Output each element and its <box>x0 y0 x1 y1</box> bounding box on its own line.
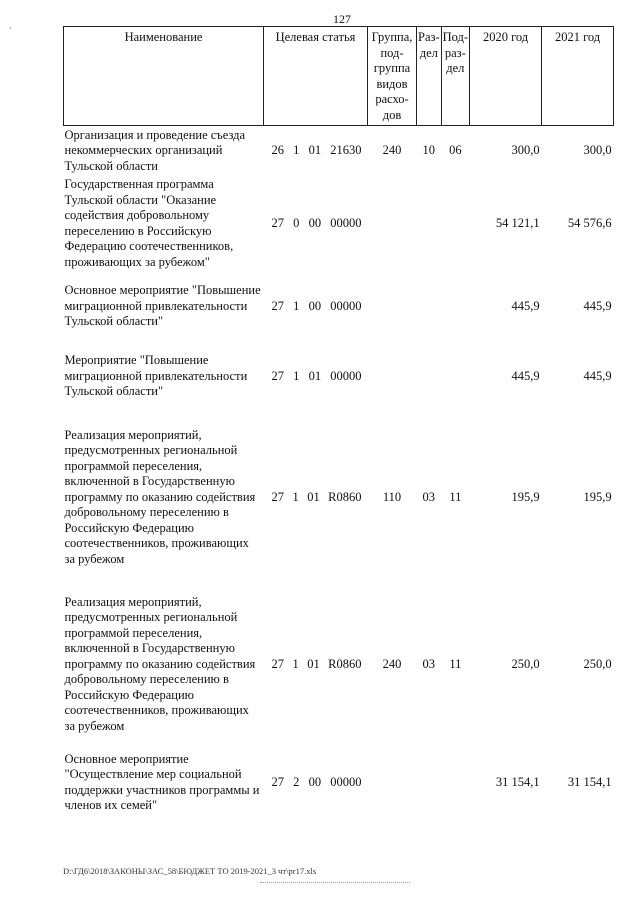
target-code-part: 01 <box>308 143 322 157</box>
row-group: 240 <box>382 656 402 671</box>
target-code-part: R0860 <box>328 656 362 671</box>
table-row <box>64 584 614 746</box>
row-target-code <box>264 746 368 820</box>
target-code-part: 00 <box>308 215 322 230</box>
row-section: 03 <box>422 656 436 671</box>
row-target-code <box>264 176 368 272</box>
target-code-part: 27 <box>271 774 284 789</box>
row-target-code <box>264 272 368 342</box>
row-section: 10 <box>422 143 436 157</box>
row-amount-2020: 445,9 <box>511 298 540 313</box>
target-code-part: 27 <box>271 298 284 313</box>
row-amount-2020: 300,0 <box>511 143 540 157</box>
row-section <box>417 342 442 412</box>
page-number: 127 <box>333 12 351 26</box>
row-amount-2021: 445,9 <box>583 368 612 383</box>
row-amount-2021: 250,0 <box>583 656 612 671</box>
table-row <box>64 272 614 342</box>
footer-path: D:\ГД6\2018\ЗАКОНЫ\ЗАС_58\БЮДЖЕТ ТО 2019-2021_3 чт\pr17.xls <box>63 866 317 876</box>
row-section <box>417 746 442 820</box>
footer-divider <box>260 882 410 883</box>
budget-table <box>63 26 614 820</box>
table-row <box>64 126 614 176</box>
row-target-code <box>264 342 368 412</box>
target-code-part: 2 <box>293 774 300 789</box>
row-amount-2020: 195,9 <box>511 489 540 504</box>
row-subsection: 06 <box>449 143 462 157</box>
row-amount-2021: 445,9 <box>583 298 612 313</box>
target-code-part: 01 <box>307 489 320 504</box>
row-group <box>368 272 417 342</box>
header-subsection: Под-раз-дел <box>441 27 469 126</box>
row-amount-2021: 195,9 <box>583 489 612 504</box>
row-group <box>368 176 417 272</box>
target-code-part: 01 <box>307 656 320 671</box>
corner-mark: ´ <box>9 26 12 36</box>
target-code-part: 00000 <box>330 774 362 789</box>
table-row <box>64 342 614 412</box>
row-section <box>417 272 442 342</box>
row-subsection: 11 <box>449 489 462 504</box>
target-code-part: 1 <box>293 298 300 313</box>
row-target-code <box>264 412 368 584</box>
target-code-part: 27 <box>271 215 284 230</box>
target-code-part: 0 <box>293 215 300 230</box>
target-code-part: 27 <box>271 489 284 504</box>
row-group <box>368 342 417 412</box>
row-name: Мероприятие "Повышение миграционной привлекательности Тульской области" <box>64 353 248 399</box>
row-name: Организация и проведение съезда некоммерческих организаций Тульской области <box>64 127 246 173</box>
header-target: Целевая статья <box>264 27 368 126</box>
row-name: Реализация мероприятий, предусмотренных региональной программой переселения, включенной в Государственную программу по оказанию содействия добровольному переселению в Российскую Федерацию соотечественников, проживающих за рубежом <box>64 427 256 566</box>
target-code-part: 00 <box>308 298 322 313</box>
target-code-part: 1 <box>292 489 299 504</box>
row-target-code <box>264 126 368 176</box>
target-code-part: 00000 <box>330 368 362 383</box>
target-code-part: 1 <box>292 656 299 671</box>
row-subsection <box>441 746 469 820</box>
target-code-part: 1 <box>293 368 300 383</box>
table-row <box>64 412 614 584</box>
row-amount-2021: 54 576,6 <box>567 215 612 230</box>
row-group <box>368 746 417 820</box>
row-amount-2021: 300,0 <box>583 143 612 157</box>
target-code-part: 00000 <box>330 298 362 313</box>
row-section <box>417 176 442 272</box>
row-name: Реализация мероприятий, предусмотренных региональной программой переселения, включенной в Государственную программу по оказанию содействия добровольному переселению в Российскую Федерацию соотечественников, проживающих за рубежом <box>64 594 256 733</box>
header-group: Группа, под-группа видов расхо-дов <box>368 27 417 126</box>
row-subsection <box>441 176 469 272</box>
row-subsection: 11 <box>449 656 462 671</box>
header-2021: 2021 год <box>542 27 614 126</box>
target-code-part: 01 <box>308 368 322 383</box>
target-code-part: 27 <box>271 368 284 383</box>
table-row <box>64 176 614 272</box>
header-name: Наименование <box>64 27 264 126</box>
table-row <box>64 746 614 820</box>
header-section: Раз-дел <box>417 27 442 126</box>
row-target-code <box>264 584 368 746</box>
header-row <box>64 27 614 126</box>
target-code-part: 00 <box>308 774 322 789</box>
row-name: Основное мероприятие "Осуществление мер социальной поддержки участников программы и членов их семей" <box>64 751 260 812</box>
header-2020: 2020 год <box>470 27 542 126</box>
target-code-part: 21630 <box>330 143 362 157</box>
target-code-part: 26 <box>271 143 284 157</box>
target-code-part: 00000 <box>330 215 362 230</box>
row-amount-2020: 445,9 <box>511 368 540 383</box>
row-amount-2021: 31 154,1 <box>567 774 612 789</box>
target-code-part: R0860 <box>328 489 362 504</box>
target-code-part: 27 <box>271 656 284 671</box>
row-name: Государственная программа Тульской области "Оказание содействия добровольному переселению в Российскую Федерацию соотечественников, проживающих за рубежом" <box>64 177 234 269</box>
target-code-part: 1 <box>293 143 300 157</box>
row-group: 110 <box>382 489 402 504</box>
row-subsection <box>441 342 469 412</box>
row-section: 03 <box>422 489 436 504</box>
row-amount-2020: 31 154,1 <box>495 774 540 789</box>
row-amount-2020: 54 121,1 <box>495 215 540 230</box>
row-name: Основное мероприятие "Повышение миграционной привлекательности Тульской области" <box>64 283 261 329</box>
row-subsection <box>441 272 469 342</box>
row-group: 240 <box>382 143 402 157</box>
row-amount-2020: 250,0 <box>511 656 540 671</box>
